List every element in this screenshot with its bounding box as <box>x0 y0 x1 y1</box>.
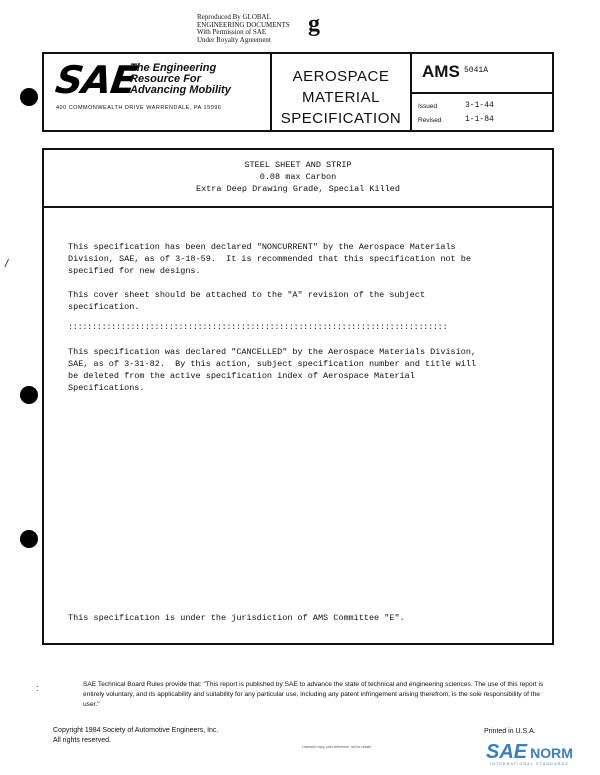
header-divider <box>410 92 554 94</box>
dotted-separator: ::::::::::::::::::::::::::::::::::::::::::::::::::::::::::::::::::::::::::::::: <box>68 322 448 332</box>
spec-type-line: MATERIAL <box>302 89 380 106</box>
tagline-line: Resource For <box>130 73 201 85</box>
watermark-subtitle: INTERNATIONAL STANDARDS <box>490 762 569 766</box>
watermark-norm: NORM <box>530 745 573 761</box>
cancelled-paragraph: This specification was declared "CANCELLED" by the Aerospace Materials Division, SAE, as of 3-31-82. By this action, subject specification number and title will be deleted from the active specification index of Aerospace Material Specifications. <box>68 347 477 393</box>
margin-dot: : <box>36 683 39 693</box>
title-line: Extra Deep Drawing Grade, Special Killed <box>195 184 401 194</box>
punch-hole-top <box>20 88 38 106</box>
spec-title <box>44 159 552 195</box>
watermark-sae: SAE <box>486 741 528 763</box>
margin-mark: / <box>5 258 9 270</box>
spec-type <box>272 66 410 129</box>
noncurrent-paragraph: This specification has been declared "NONCURRENT" by the Aerospace Materials Division, SAE, as of 3-18-59. It is recommended that this specification not be specified for new designs. <box>68 242 471 276</box>
punch-hole-middle <box>20 386 38 404</box>
copyright-line: All rights reserved. <box>53 737 111 744</box>
title-divider <box>42 206 554 208</box>
punch-hole-bottom <box>20 530 38 548</box>
tiny-print: Licensee copy, user reference, not for resale <box>302 745 372 749</box>
watermark-logo <box>486 741 573 764</box>
revised-label: Revised <box>418 117 442 124</box>
logo-tagline <box>130 63 250 96</box>
sae-logo: SAE <box>52 58 139 102</box>
printed-in: Printed in U.S.A. <box>484 728 536 735</box>
content-box <box>42 148 554 645</box>
revised-date: 1-1-84 <box>465 115 494 124</box>
stamp-mark: g <box>308 11 320 37</box>
stamp-line: Reproduced By GLOBAL <box>197 13 271 21</box>
issued-label: Issued <box>418 103 438 110</box>
jurisdiction-paragraph: This specification is under the jurisdiction of AMS Committee "E". <box>68 613 405 623</box>
spec-type-line: SPECIFICATION <box>280 110 402 127</box>
reproduction-stamp <box>197 14 290 44</box>
address: 400 COMMONWEALTH DRIVE WARRENDALE, PA 15096 <box>56 105 222 111</box>
tagline-line: Advancing Mobility <box>130 84 231 96</box>
issued-date: 3-1-44 <box>465 101 494 110</box>
technical-board-rules: SAE Technical Board Rules provide that: "This report is published by SAE to advance the state of technical and engineering sciences. The use of this report is entirely voluntary, and its applicability and suitability for any particular use, including any patent infringement arising therefrom, is the sole responsibility of the user." <box>83 681 544 708</box>
copyright <box>53 726 218 746</box>
title-line: STEEL SHEET AND STRIP <box>244 160 352 170</box>
stamp-line: ENGINEERING DOCUMENTS <box>197 20 290 29</box>
stamp-line: Under Royalty Agreement <box>197 35 271 44</box>
stamp-line: With Permission of SAE <box>197 28 267 36</box>
ams-number: 5041A <box>464 66 489 75</box>
tagline-line: The Engineering <box>130 62 217 74</box>
copyright-line: Copyright 1984 Society of Automotive Engineers, Inc. <box>53 727 219 734</box>
cover-sheet-paragraph: This cover sheet should be attached to the "A" revision of the subject specification. <box>68 290 426 312</box>
ams-label: AMS <box>422 62 460 81</box>
title-line: 0.08 max Carbon <box>259 172 337 182</box>
spec-type-line: AEROSPACE <box>292 68 390 85</box>
